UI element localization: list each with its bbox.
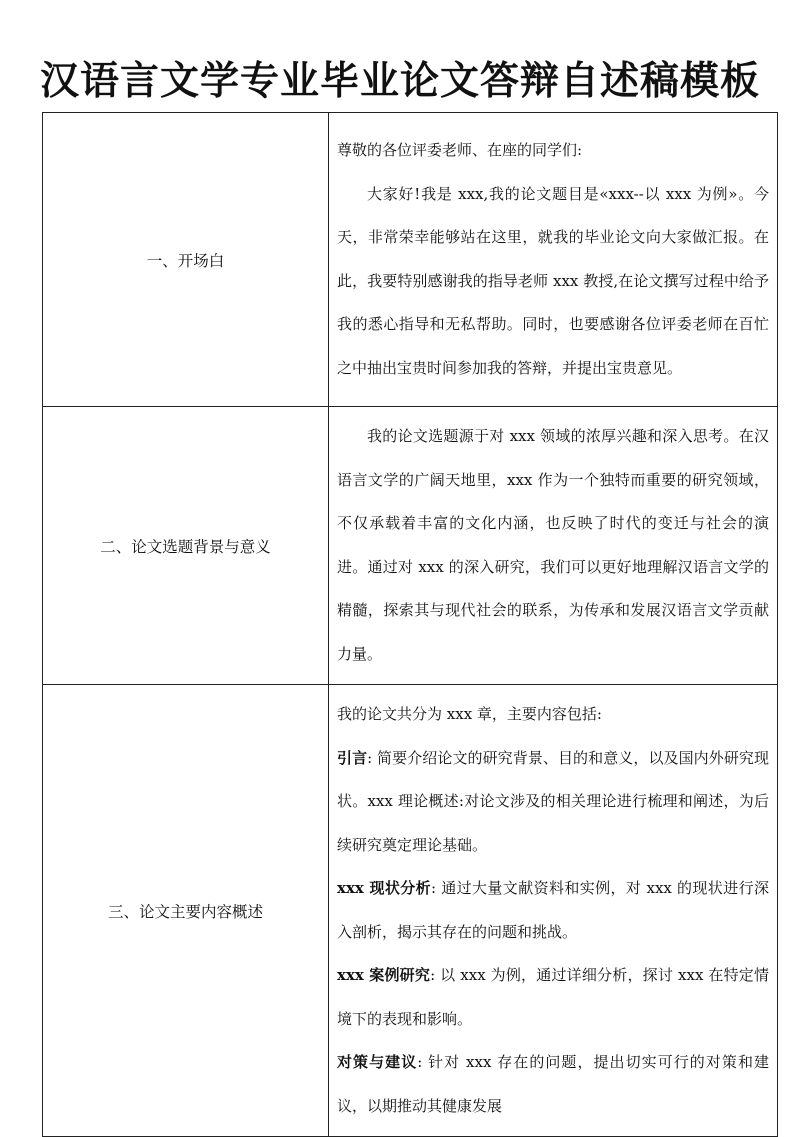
- summary-item-text: : 通过大量文献资料和实例，对 xxx 的现状进行深入剖析，揭示其存在的问题和挑战。: [337, 879, 769, 941]
- summary-item-status-analysis: [337, 867, 769, 954]
- greeting-paragraph: 尊敬的各位评委老师、在座的同学们:: [337, 141, 583, 159]
- summary-item-recommendations: [337, 1041, 769, 1128]
- introduction-paragraph: 大家好!我是 xxx,我的论文题目是«xxx--以 xxx 为例»。今天，非常荣幸能够站在这里，就我的毕业论文向大家做汇报。在此，我要特别感谢我的指导老师 xxx 教授,在论文撰写过程中给予我的悉心指导和无私帮助。同时，也要感谢各位评委老师在百忙之中抽出宝贵时间参加我的答辩，并提出宝贵意见。: [337, 184, 769, 377]
- summary-item-term: 引言: [337, 748, 368, 767]
- summary-item-text: : 针对 xxx 存在的问题，提出切实可行的对策和建议，以期推动其健康发展: [337, 1053, 769, 1115]
- defense-outline-table: [42, 112, 778, 1137]
- document-title: 汉语言文学专业毕业论文答辩自述稿模板: [39, 59, 760, 104]
- table-row-opening: [43, 113, 778, 407]
- table-row-summary: [43, 685, 778, 1137]
- table-row-background: [43, 407, 778, 685]
- background-paragraph: 我的论文选题源于对 xxx 领域的浓厚兴趣和深入思考。在汉语言文学的广阔天地里，xxx 作为一个独特而重要的研究领域，不仅承载着丰富的文化内涵，也反映了时代的变迁与社会的演进。通过对 xxx 的深入研究，我们可以更好地理解汉语言文学的精髓，探索其与现代社会的联系，为传承和发展汉语言文学贡献力量。: [337, 427, 769, 663]
- section-label-opening: 一、开场白: [43, 113, 329, 407]
- section-content-opening: [329, 113, 778, 407]
- section-label-summary: 三、论文主要内容概述: [43, 685, 329, 1137]
- section-content-summary: [329, 685, 778, 1137]
- summary-item-text: : 简要介绍论文的研究背景、目的和意义，以及国内外研究现状。xxx 理论概述:对论文涉及的相关理论进行梳理和阐述，为后续研究奠定理论基础。: [337, 748, 769, 854]
- section-content-background: [329, 407, 778, 685]
- summary-item-case-study: [337, 954, 769, 1041]
- summary-item-text: : 以 xxx 为例，通过详细分析，探讨 xxx 在特定情境下的表现和影响。: [337, 966, 769, 1028]
- summary-intro-paragraph: 我的论文共分为 xxx 章，主要内容包括:: [337, 705, 602, 723]
- summary-item-term: xxx 现状分析: [337, 879, 432, 897]
- section-label-background: 二、论文选题背景与意义: [43, 407, 329, 685]
- summary-item-introduction: [337, 737, 769, 868]
- summary-item-term: 对策与建议: [337, 1053, 418, 1071]
- summary-item-term: xxx 案例研究: [337, 966, 431, 984]
